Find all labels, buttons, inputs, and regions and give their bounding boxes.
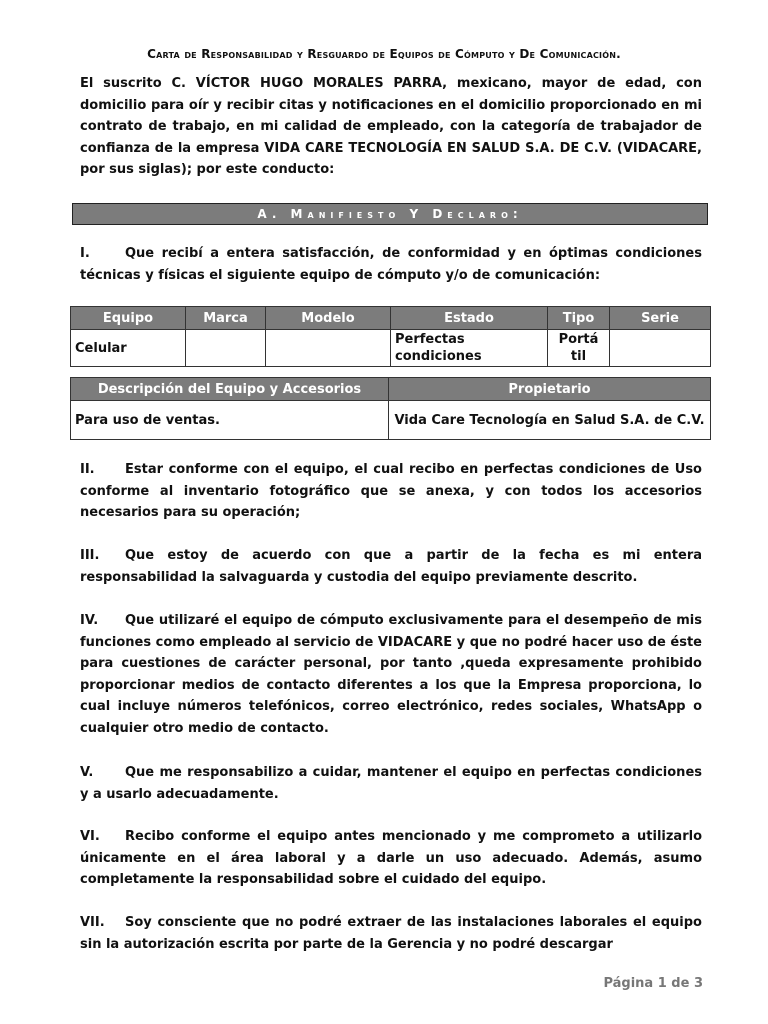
clause-number: II. — [80, 462, 95, 477]
table-cell: Celular — [71, 330, 186, 367]
clause-text: Que estoy de acuerdo con que a partir de la fecha es mi entera responsabilidad la salvaguarda y custodia del equipo previamente descrito. — [80, 548, 702, 585]
clause-number: VI. — [80, 829, 100, 844]
table-cell: Para uso de ventas. — [71, 401, 389, 440]
clause-2 — [80, 459, 702, 524]
table-cell — [266, 330, 391, 367]
column-header: Serie — [610, 307, 711, 330]
equipment-table — [70, 306, 711, 367]
table-cell: Vida Care Tecnología en Salud S.A. de C.V. — [389, 401, 711, 440]
table-header-row — [71, 307, 711, 330]
column-header: Descripción del Equipo y Accesorios — [71, 378, 389, 401]
table-header-row — [71, 378, 711, 401]
clause-number: IV. — [80, 613, 99, 628]
clause-number: I. — [80, 246, 90, 261]
column-header: Equipo — [71, 307, 186, 330]
clause-number: V. — [80, 765, 94, 780]
clause-1 — [80, 243, 702, 286]
table-row — [71, 401, 711, 440]
table-cell — [186, 330, 266, 367]
document-title: Carta de Responsabilidad y Resguardo de Equipos de Cómputo y De Comunicación. — [147, 47, 621, 61]
column-header: Tipo — [548, 307, 610, 330]
column-header: Estado — [391, 307, 548, 330]
table-cell: Perfectas condiciones — [391, 330, 548, 367]
clause-4 — [80, 610, 702, 739]
intro-paragraph: El suscrito C. VÍCTOR HUGO MORALES PARRA, mexicano, mayor de edad, con domicilio para oír y recibir citas y notificaciones en el domicilio proporcionado en mi contrato de trabajo, en mi calidad de empleado, con la categoría de trabajador de confianza de la empresa VIDA CARE TECNOLOGÍA EN SALUD S.A. DE C.V. (VIDACARE, por sus siglas); por este conducto: — [80, 76, 702, 177]
clause-number: III. — [80, 548, 100, 563]
clause-text: Recibo conforme el equipo antes mencionado y me comprometo a utilizarlo únicamente en el área laboral y a darle un uso adecuado. Además, asumo completamente la responsabilidad sobre el cuidado del equipo. — [80, 829, 702, 887]
clause-7 — [80, 912, 702, 955]
clause-text: Estar conforme con el equipo, el cual recibo en perfectas condiciones de Uso conforme al inventario fotográfico que se anexa, y con todos los accesorios necesarios para su operación; — [80, 462, 702, 520]
column-header: Modelo — [266, 307, 391, 330]
clause-text: Que me responsabilizo a cuidar, mantener el equipo en perfectas condiciones y a usarlo adecuadamente. — [80, 765, 702, 802]
section-header: A. Manifiesto Y Declaro: — [72, 203, 708, 225]
clause-text: Soy consciente que no podré extraer de las instalaciones laborales el equipo sin la autorización escrita por parte de la Gerencia y no podré descargar — [80, 915, 702, 952]
clause-5 — [80, 762, 702, 805]
page-number: Página 1 de 3 — [603, 976, 703, 991]
table-cell — [610, 330, 711, 367]
clause-3 — [80, 545, 702, 588]
column-header: Marca — [186, 307, 266, 330]
description-table — [70, 377, 711, 440]
column-header: Propietario — [389, 378, 711, 401]
clause-6 — [80, 826, 702, 891]
clause-text: Que utilizaré el equipo de cómputo exclusivamente para el desempeño de mis funciones como empleado al servicio de VIDACARE y que no podré hacer uso de éste para cuestiones de carácter personal, por tanto ,queda expresamente prohibido proporcionar medios de contacto diferentes a los que la Empresa proporciona, lo cual incluye números telefónicos, correo electrónico, redes sociales, WhatsApp o cualquier otro medio de contacto. — [80, 613, 702, 736]
table-cell: Portá til — [548, 330, 610, 367]
clause-number: VII. — [80, 915, 105, 930]
table-row — [71, 330, 711, 367]
clause-text: Que recibí a entera satisfacción, de conformidad y en óptimas condiciones técnicas y físicas el siguiente equipo de cómputo y/o de comunicación: — [80, 246, 702, 283]
